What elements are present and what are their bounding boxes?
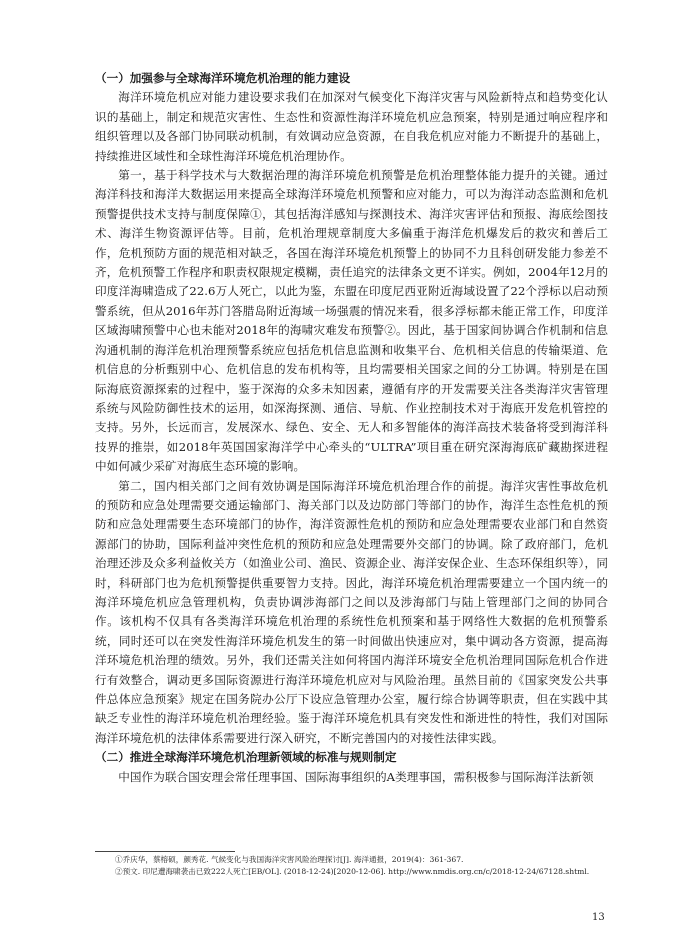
paragraph-1: 海洋环境危机应对能力建设要求我们在加深对气候变化下海洋灾害与风险新特点和趋势变化认识的基础上，制定和规范灾害性、生态性和资源性海洋环境危机应急预案，特别是通过响应程序和组织管理以及各部门协同联动机制，有效调动应急资源，在自我危机应对能力不断提升的基础上，持续推进区域性和全球性海洋环境危机治理协作。	[95, 90, 608, 163]
paragraph-2: 第一，基于科学技术与大数据治理的海洋环境危机预警是危机治理整体能力提升的关键。通过海洋科技和海洋大数据运用来提高全球海洋环境危机预警和应对能力，可以为海洋动态监测和危机预警提供技术支持与制度保障①，其包括海洋感知与探测技术、海洋灾害评估和预报、海底绘图技术、海洋生物资源评估等。目前，危机治理规章制度大多偏重于海洋危机爆发后的救灾和善后工作，危机预防方面的规范相对缺乏，各国在海洋环境危机预警上的协同不力且科创研发能力参差不齐，危机预警工作程序和职责权限规定模糊，责任追究的法律条文更不详实。例如，2004年12月的印度洋海啸造成了22.6万人死亡，以此为鉴，东盟在印度尼西亚附近海域设置了22个浮标以启动预警系统，但从2016年苏门答腊岛附近海域一场强震的情况来看，很多浮标都未能正常工作，印度洋区域海啸预警中心也未能对2018年的海啸灾难发布预警②。因此，基于国家间协调合作机制和信息沟通机制的海洋危机治理预警系统应包括危机信息监测和收集平台、危机相关信息的传输渠道、危机信息的分析甄别中心、危机信息的发布机构等，且均需要相关国家之间的分工协调。特别是在国际海底资源探索的过程中，鉴于深海的众多未知因素，遵循有序的开发需要关注各类海洋灾害管理系统与风险防御性技术的运用，如深海探测、通信、导航、作业控制技术对于海底开发危机管控的支持。另外，长远而言，发展深水、绿色、安全、无人和多智能体的海洋高技术装备将受到海洋科技界的推崇，如2018年英国国家海洋学中心牵头的“ULTRA”项目重在研究深海海底矿藏勘探进程中如何减少采矿对海底生态环境的影响。	[95, 168, 608, 474]
footnote-2: ②预文. 印尼遭海啸袭击已致222人死亡[EB/OL]. (2018-12-24)[2020-12-06]. http://www.nmdis.org.cn/c/2018-12-24/67128.shtml.	[115, 867, 590, 876]
footnote-1: ①乔庆华，蔡榕硕，颜秀花. 气候变化与我国海洋灾害风险治理探讨[J]. 海洋通报，2019(4)：361-367.	[115, 855, 464, 864]
section-heading-2: （二）推进全球海洋环境危机治理新领域的标准与规则制定	[95, 750, 397, 765]
body-text	[95, 69, 608, 787]
section-heading-1: （一）加强参与全球海洋环境危机治理的能力建设	[95, 71, 351, 85]
paragraph-4: 中国作为联合国安理会常任理事国、国际海事组织的A类理事国，需积极参与国际海洋法新领	[118, 769, 594, 784]
paragraph-3: 第二，国内相关部门之间有效协调是国际海洋环境危机治理合作的前提。海洋灾害性事故危机的预防和应急处理需要交通运输部门、海关部门以及边防部门等部门的协作，海洋生态性危机的预防和应急处理需要生态环境部门的协作，海洋资源性危机的预防和应急处理需要农业部门和自然资源部门的协助，国际利益冲突性危机的预防和应急处理需要外交部门的协调。除了政府部门，危机治理还涉及众多利益攸关方（如渔业公司、渔民、资源企业、海洋安保企业、生态环保组织等），同时，科研部门也为危机预警提供重要智力支持。因此，海洋环境危机治理需要建立一个国内统一的海洋环境危机应急管理机构，负责协调涉海部门之间以及涉海部门与陆上管理部门之间的协同合作。该机构不仅具有各类海洋环境危机治理的系统性危机预案和基于网络性大数据的危机预警系统，同时还可以在突发性海洋环境危机发生的第一时间做出快速应对，集中调动各方资源，提高海洋环境危机治理的绩效。另外，我们还需关注如何将国内海洋环境安全危机治理同国际危机合作进行有效整合，调动更多国际资源进行海洋环境危机应对与风险治理。虽然目前的《国家突发公共事件总体应急预案》规定在国务院办公厅下设应急管理办公室，履行综合协调等职责，但在实践中其缺乏专业性的海洋环境危机治理经验。鉴于海洋环境危机具有突发性和渐进性的特性，我们对国际海洋环境危机的法律体系需要进行深入研究，不断完善国内的对接性法律实践。	[95, 478, 608, 745]
page-number: 13	[592, 912, 605, 923]
footnote-divider	[95, 851, 235, 852]
